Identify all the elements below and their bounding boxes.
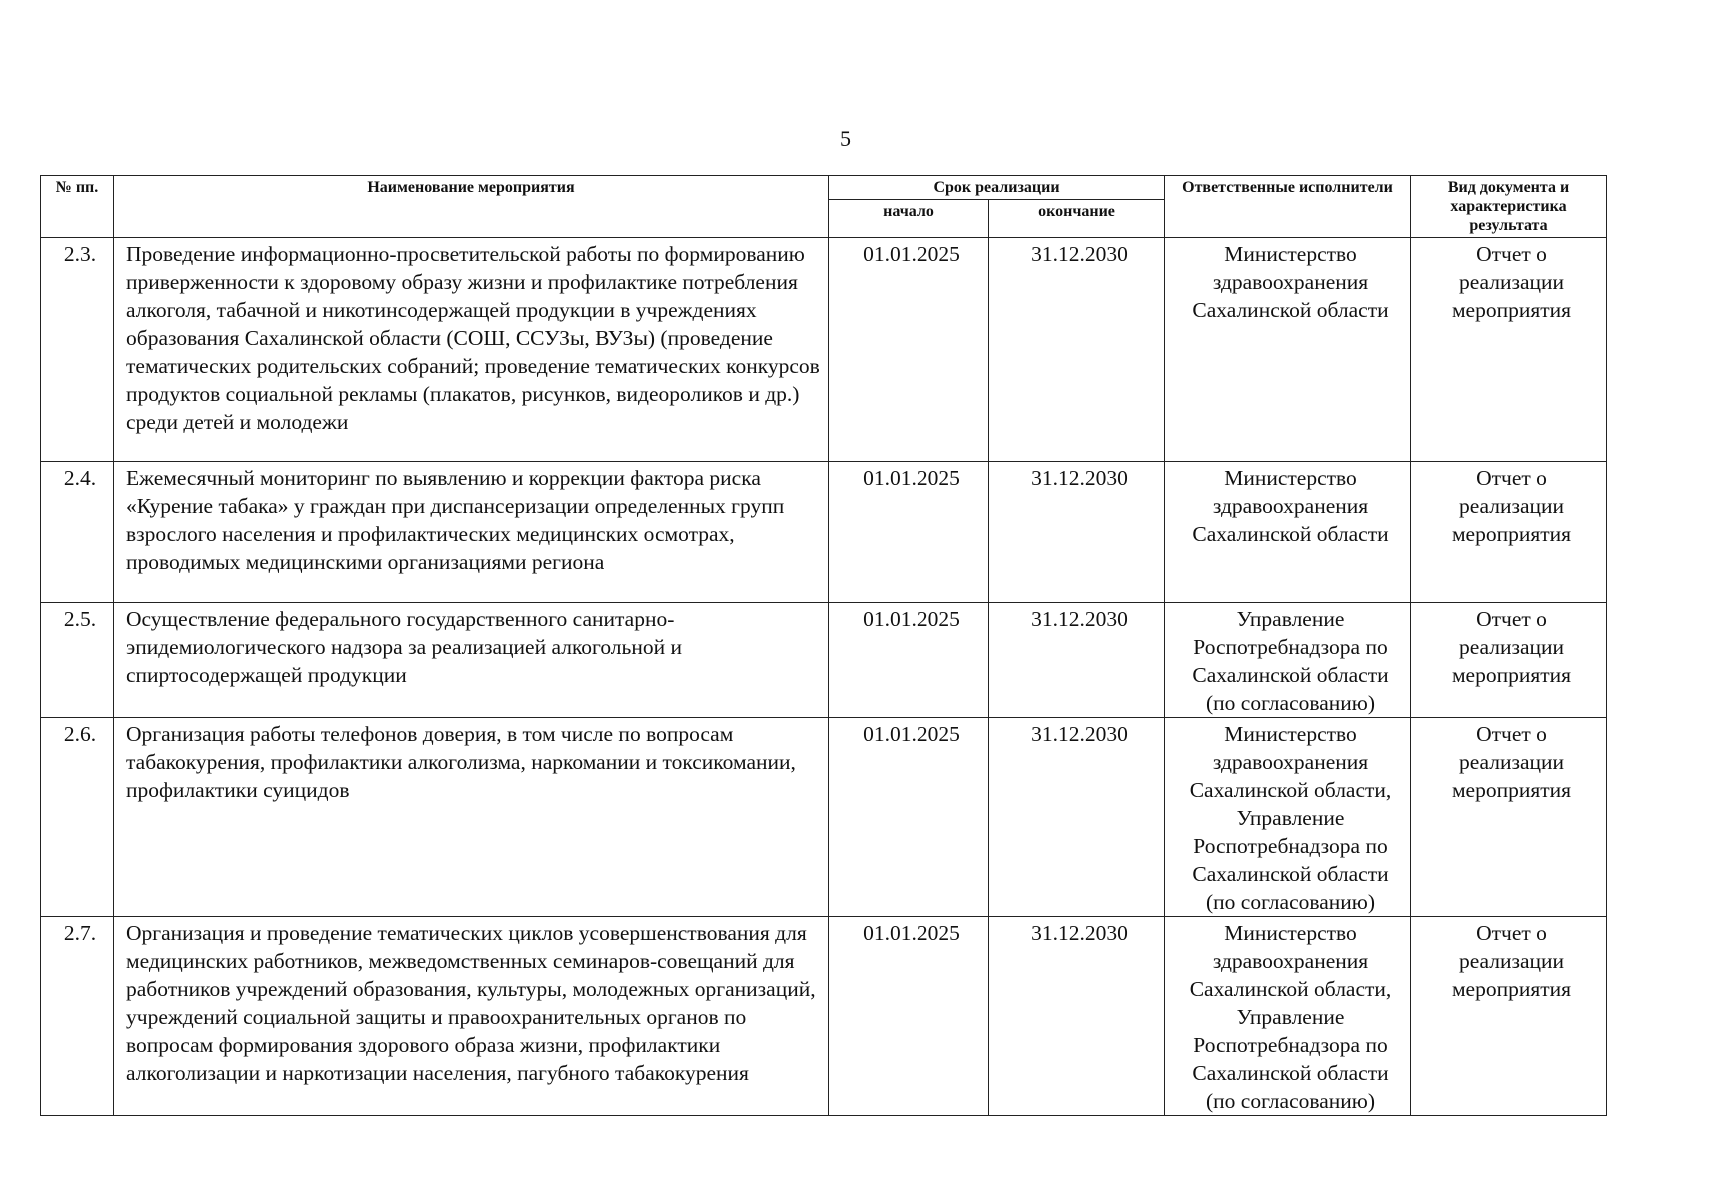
row-responsible: Управление Роспотребнадзора по Сахалинской области (по согласованию) (1165, 603, 1411, 718)
row-result: Отчет о реализации мероприятия (1411, 238, 1607, 462)
row-end: 31.12.2030 (989, 917, 1165, 1116)
table-row (41, 603, 1607, 718)
row-result: Отчет о реализации мероприятия (1411, 462, 1607, 603)
row-name: Организация работы телефонов доверия, в том числе по вопросам табакокурения, профилактики алкоголизма, наркомании и токсикомании, профилактики суицидов (114, 718, 829, 917)
table-header-row (41, 176, 1607, 200)
row-start: 01.01.2025 (829, 917, 989, 1116)
header-result: Вид документа и характеристика результата (1411, 176, 1607, 238)
row-start: 01.01.2025 (829, 238, 989, 462)
row-result: Отчет о реализации мероприятия (1411, 718, 1607, 917)
header-period: Срок реализации (829, 176, 1165, 200)
row-responsible: Министерство здравоохранения Сахалинской области, Управление Роспотребнадзора по Сахалинской области (по согласованию) (1165, 718, 1411, 917)
header-name: Наименование мероприятия (114, 176, 829, 238)
row-responsible: Министерство здравоохранения Сахалинской области (1165, 462, 1411, 603)
row-num: 2.4. (41, 462, 114, 603)
table-row (41, 718, 1607, 917)
row-name: Осуществление федерального государственного санитарно-эпидемиологического надзора за реализацией алкогольной и спиртосодержащей продукции (114, 603, 829, 718)
row-num: 2.7. (41, 917, 114, 1116)
row-start: 01.01.2025 (829, 603, 989, 718)
row-num: 2.3. (41, 238, 114, 462)
row-name: Организация и проведение тематических циклов усовершенствования для медицинских работников, межведомственных семинаров-совещаний для работников учреждений образования, культуры, молодежных организаций, учреждений социальной защиты и правоохранительных органов по вопросам формирования здорового образа жизни, профилактики алкоголизации и наркотизации населения, пагубного табакокурения (114, 917, 829, 1116)
row-start: 01.01.2025 (829, 718, 989, 917)
row-num: 2.5. (41, 603, 114, 718)
row-responsible: Министерство здравоохранения Сахалинской области (1165, 238, 1411, 462)
row-name: Ежемесячный мониторинг по выявлению и коррекции фактора риска «Курение табака» у граждан при диспансеризации определенных групп взрослого населения и профилактических медицинских осмотрах, проводимых медицинскими организациями региона (114, 462, 829, 603)
row-result: Отчет о реализации мероприятия (1411, 603, 1607, 718)
row-start: 01.01.2025 (829, 462, 989, 603)
header-end: окончание (989, 200, 1165, 238)
header-start: начало (829, 200, 989, 238)
row-end: 31.12.2030 (989, 238, 1165, 462)
header-num: № пп. (41, 176, 114, 238)
row-result: Отчет о реализации мероприятия (1411, 917, 1607, 1116)
row-end: 31.12.2030 (989, 718, 1165, 917)
header-responsible: Ответственные исполнители (1165, 176, 1411, 238)
table-row (41, 462, 1607, 603)
row-name: Проведение информационно-просветительской работы по формированию приверженности к здоровому образу жизни и профилактике потребления алкоголя, табачной и никотинсодержащей продукции в учреждениях образования Сахалинской области (СОШ, ССУЗы, ВУЗы) (проведение тематических родительских собраний; проведение тематических конкурсов продуктов социальной рекламы (плакатов, рисунков, видеороликов и др.) среди детей и молодежи (114, 238, 829, 462)
page-number: 5 (840, 126, 851, 151)
table-row (41, 238, 1607, 462)
activities-table (40, 175, 1607, 1116)
row-responsible: Министерство здравоохранения Сахалинской области, Управление Роспотребнадзора по Сахалинской области (по согласованию) (1165, 917, 1411, 1116)
table-row (41, 917, 1607, 1116)
row-num: 2.6. (41, 718, 114, 917)
row-end: 31.12.2030 (989, 603, 1165, 718)
row-end: 31.12.2030 (989, 462, 1165, 603)
